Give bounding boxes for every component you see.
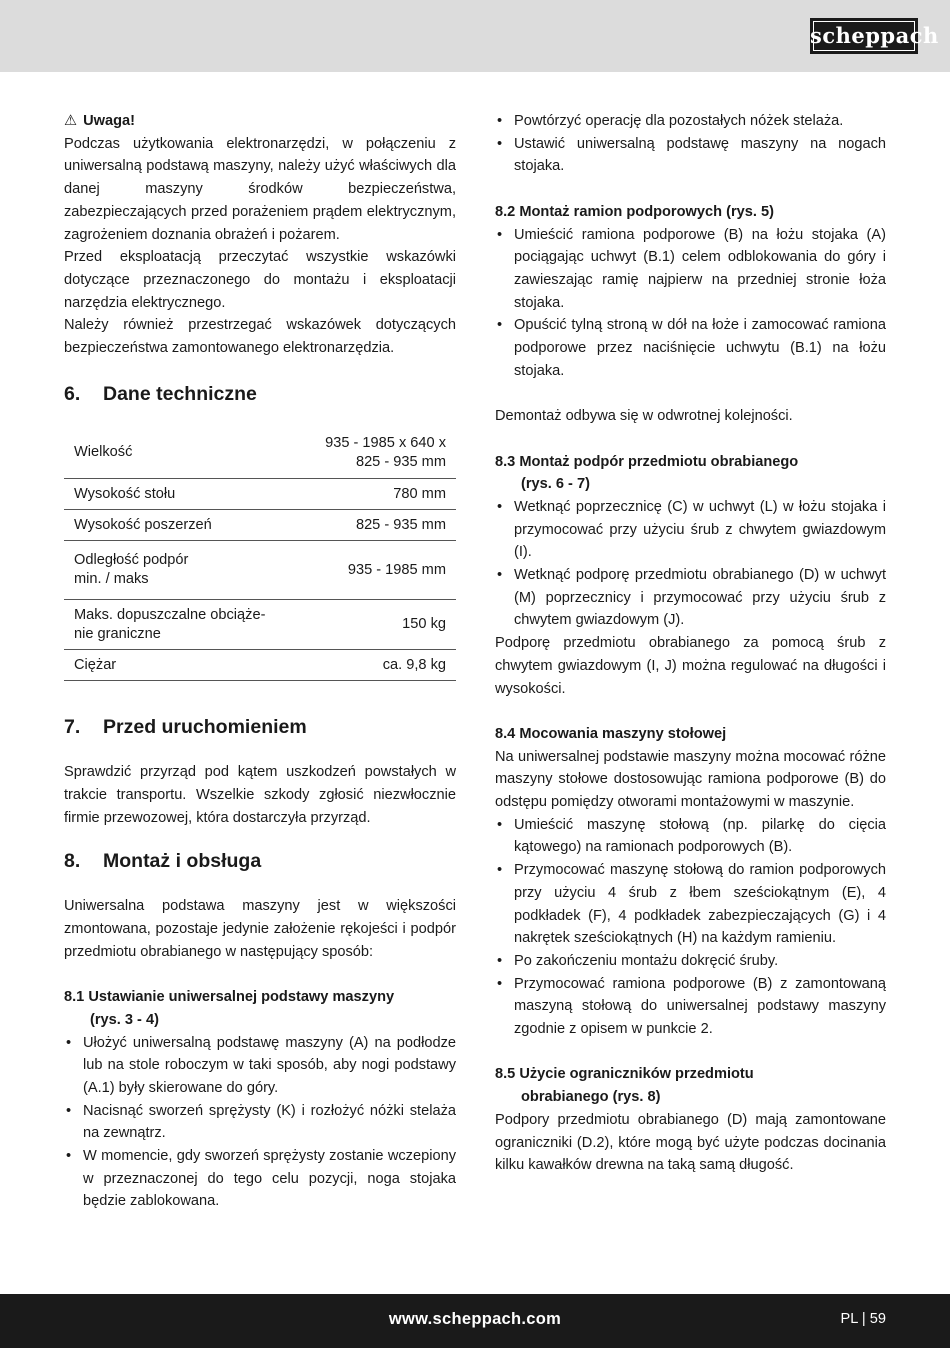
- list-item: • Po zakończeniu montażu dokręcić śruby.: [495, 950, 886, 973]
- section-number: 6.: [64, 382, 81, 405]
- spec-key: Wysokość stołu: [64, 479, 294, 510]
- subsection-title-cont: (rys. 6 - 7): [521, 476, 590, 493]
- table-row: [64, 541, 456, 600]
- table-row: [64, 650, 456, 681]
- subsection-8-3-note: Podporę przedmiotu obrabianego za pomocą śrub z chwytem gwiazdowym (I, J) można regulować na długości i wysokości.: [495, 635, 886, 697]
- subsection-title: 8.1 Ustawianie uniwersalnej podstawy maszyny: [64, 989, 395, 1006]
- spec-table: [64, 428, 456, 682]
- spec-key: Maks. dopuszczalne obciąże- nie graniczne: [64, 600, 294, 650]
- spec-key: Wysokość poszerzeń: [64, 510, 294, 541]
- warning-heading: [64, 110, 456, 133]
- spec-value: 150 kg: [294, 600, 456, 650]
- section-number: 7.: [64, 716, 81, 739]
- subsection-8-4-heading: 8.4 Mocowania maszyny stołowej: [495, 725, 727, 742]
- subsection-title: 8.3 Montaż podpór przedmiotu obrabianego: [495, 453, 799, 470]
- warning-triangle-icon: ⚠: [64, 113, 78, 129]
- table-row: [64, 479, 456, 510]
- warning-title: Uwaga!: [83, 113, 135, 129]
- list-item: • Umieścić ramiona podporowe (B) na łożu stojaka (A) pociągając uchwyt (B.1) celem odblokowania do góry i zawieszając ramię najpierw na przedniej stronie łoża stojaka.: [495, 224, 886, 315]
- list-8-1-left: [64, 1032, 456, 1214]
- footer-website-link[interactable]: www.scheppach.com: [388, 1310, 562, 1328]
- warning-paragraph: Należy również przestrzegać wskazówek dotyczących bezpieczeństwa zamontowanego elektronarzędzia.: [64, 317, 456, 357]
- section-8-intro: Uniwersalna podstawa maszyny jest w większości zmontowana, pozostaje jedynie założenie rękojeści i podpór przedmiotu obrabianego w następujący sposób:: [64, 898, 456, 960]
- spec-key: Ciężar: [64, 650, 294, 681]
- list-item: • Wetknąć poprzecznicę (C) w uchwyt (L) w łożu stojaka i przymocować przy użyciu śrub z chwytem gwiazdowym (I).: [495, 496, 886, 564]
- list-item: • Ułożyć uniwersalną podstawę maszyny (A) na podłodze lub na stole roboczym w taki sposób, aby nogi podstawy (A.1) były skierowane do góry.: [64, 1032, 456, 1100]
- subsection-8-3-heading: [495, 451, 886, 496]
- spec-key: Odległość podpór min. / maks: [64, 541, 294, 600]
- table-row: [64, 510, 456, 541]
- list-8-3: [495, 496, 886, 632]
- footer-band: [0, 1294, 950, 1348]
- list-item: • W momencie, gdy sworzeń sprężysty zostanie wczepiony w przeznaczonej do tego celu pozycji, noga stojaka będzie zablokowana.: [64, 1145, 456, 1213]
- subsection-8-2-heading: 8.2 Montaż ramion podporowych (rys. 5): [495, 203, 774, 220]
- subsection-title: 8.5 Użycie ograniczników przedmiotu: [495, 1066, 754, 1083]
- section-7-heading: [64, 715, 456, 739]
- scheppach-logo: [810, 18, 939, 54]
- spec-value: 780 mm: [294, 479, 456, 510]
- header-band: [0, 0, 950, 72]
- list-item: • Powtórzyć operację dla pozostałych nóżek stelaża.: [495, 110, 886, 133]
- section-6-heading: [64, 382, 456, 406]
- list-item: • Przymocować maszynę stołową do ramion podporowych przy użyciu 4 śrub z łbem sześciokątnym (E), 4 podkładek (F), 4 podkładek zabezpieczających (G) i 4 nakrętek sześciokątnych (H) na każdym ramieniu.: [495, 859, 886, 950]
- section-8-heading: [64, 849, 456, 873]
- table-row: [64, 428, 456, 479]
- list-item: • Umieścić maszynę stołową (np. pilarkę do cięcia kątowego) na ramionach podporowych (B).: [495, 814, 886, 859]
- list-8-4: [495, 814, 886, 1041]
- subsection-title-cont: obrabianego (rys. 8): [521, 1089, 661, 1106]
- subsection-title-cont: (rys. 3 - 4): [90, 1011, 159, 1028]
- spec-value: ca. 9,8 kg: [294, 650, 456, 681]
- subsection-8-5-text: Podpory przedmiotu obrabianego (D) mają zamontowane ograniczniki (D.2), które mogą być użyte podczas docinania kilku kawałków drewna na taką samą długość.: [495, 1111, 886, 1174]
- list-8-2: [495, 224, 886, 383]
- list-item: • Wetknąć podporę przedmiotu obrabianego (D) w uchwyt (M) poprzecznicy i przymocować przy użyciu śrub z chwytem gwiazdowym (J).: [495, 564, 886, 632]
- list-item: • Opuścić tylną stroną w dół na łoże i zamocować ramiona podporowe przez naciśnięcie uchwytu (B.1) na łożu stojaka.: [495, 314, 886, 382]
- warning-paragraph: Przed eksploatacją przeczytać wszystkie wskazówki dotyczące przeznaczonego do montażu i eksploatacji narzędzia elektrycznego.: [64, 249, 456, 311]
- warning-paragraph: Podczas użytkowania elektronarzędzi, w połączeniu z uniwersalną podstawą maszyny, należy użyć właściwych dla danej maszyny środków bezpieczeństwa, zabezpieczających przed porażeniem prądem elektrycznym, zagrożeniem doznania obrażeń i pożarem.: [64, 135, 456, 243]
- page-number: PL | 59: [840, 1311, 886, 1327]
- list-item: • Przymocować ramiona podporowe (B) z zamontowaną maszyną stołową do uniwersalnej podstawy maszyny zgodnie z opisem w punkcie 2.: [495, 973, 886, 1041]
- subsection-8-4-text: Na uniwersalnej podstawie maszyny można mocować różne maszyny stołowe dostosowując ramiona podporowe (B) do odstępu pomiędzy otworami montażowymi w maszynie.: [495, 748, 886, 811]
- section-title: Montaż i obsługa: [103, 850, 262, 873]
- subsection-8-5-heading: [495, 1063, 886, 1108]
- subsection-8-2-note: Demontaż odbywa się w odwrotnej kolejności.: [495, 408, 793, 425]
- spec-value: 935 - 1985 x 640 x 825 - 935 mm: [294, 428, 456, 479]
- left-column: [64, 110, 456, 1213]
- right-column: [495, 110, 886, 1177]
- spec-key: Wielkość: [64, 428, 294, 479]
- section-7-text: Sprawdzić przyrząd pod kątem uszkodzeń powstałych w trakcie transportu. Wszelkie szkody zgłosić niezwłocznie firmie przewozowej, która dostarczyła przyrząd.: [64, 764, 456, 826]
- list-8-1-right: [495, 110, 886, 178]
- section-number: 8.: [64, 850, 81, 873]
- spec-value: 935 - 1985 mm: [294, 541, 456, 600]
- section-title: Przed uruchomieniem: [103, 716, 307, 739]
- list-item: • Ustawić uniwersalną podstawę maszyny na nogach stojaka.: [495, 133, 886, 178]
- spec-value: 825 - 935 mm: [294, 510, 456, 541]
- logo-text: scheppach: [810, 23, 939, 48]
- subsection-8-1-heading: [64, 986, 456, 1031]
- logo-frame: [813, 21, 915, 51]
- table-row: [64, 600, 456, 650]
- section-title: Dane techniczne: [103, 382, 257, 405]
- list-item: • Nacisnąć sworzeń sprężysty (K) i rozłożyć nóżki stelaża na zewnątrz.: [64, 1100, 456, 1145]
